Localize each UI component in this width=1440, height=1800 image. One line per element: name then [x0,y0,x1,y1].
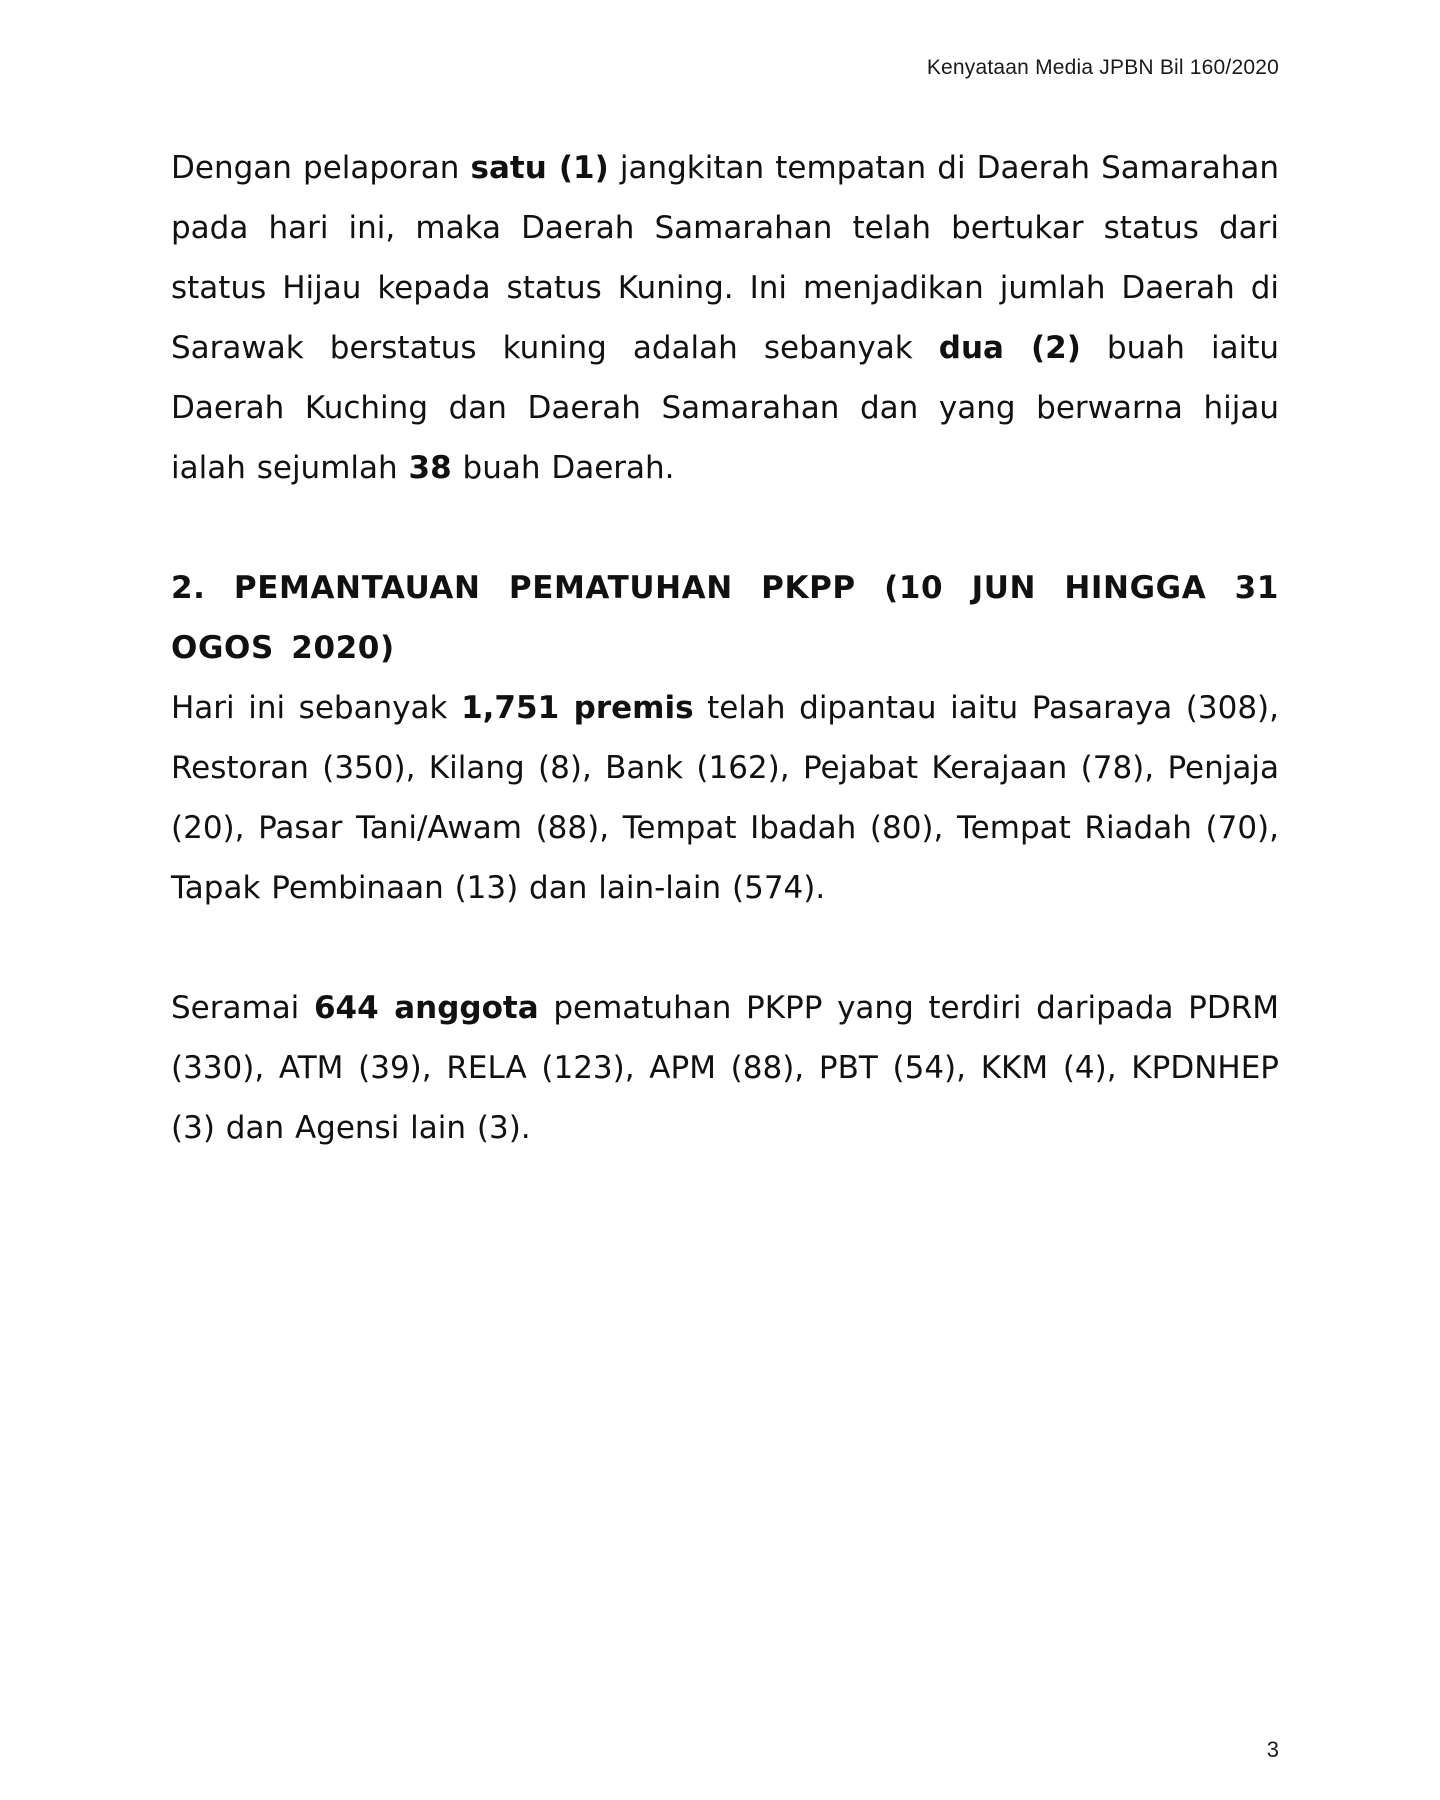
bold-count-yellow-districts: dua (2) [938,330,1081,366]
paragraph-text: telah dipantau iaitu Pasaraya (308), Restoran (350), Kilang (8), Bank (162), Pejabat Kerajaan (78), Penjaja (20), Pasar Tani/Awam (88), Tempat Ibadah (80), Tempat Riadah (70), Tapak Pembinaan (13) dan lain-lain (574). [171,690,1280,906]
bold-count-personnel: 644 anggota [313,990,539,1026]
paragraph-text: pematuhan PKPP yang terdiri daripada PDRM (330), ATM (39), RELA (123), APM (88), PBT (54), KKM (4), KPDNHEP (3) dan Agensi lain (3). [171,990,1280,1146]
paragraph-district-status [171,138,1279,498]
paragraph-text: buah Daerah. [451,450,675,486]
bold-count-green-districts: 38 [408,450,452,486]
paragraph-text: jangkitan tempatan di Daerah Samarahan pada hari ini, maka Daerah Samarahan telah bertukar status dari status Hijau kepada status Kuning. Ini menjadikan jumlah Daerah di Sarawak berstatus kuning adalah sebanyak [171,150,1279,366]
document-reference-header: Kenyataan Media JPBN Bil 160/2020 [926,56,1279,79]
bold-count-premises: 1,751 premis [461,690,694,726]
page-number: 3 [1266,1737,1279,1762]
paragraph-premises-monitored [171,678,1279,918]
paragraph-text: Seramai [171,990,314,1026]
bold-count-local-infection: satu (1) [470,150,609,186]
document-body [171,138,1279,1158]
section-heading: 2. PEMANTAUAN PEMATUHAN PKPP (10 JUN HINGGA 31 OGOS 2020) [171,570,1279,666]
paragraph-text: Dengan pelaporan [171,150,471,186]
paragraph-spacer [171,498,1279,558]
paragraph-spacer [171,918,1279,978]
paragraph-compliance-personnel [171,978,1279,1158]
paragraph-text: buah iaitu Daerah Kuching dan Daerah Samarahan dan yang berwarna hijau ialah sejumlah [171,330,1279,486]
paragraph-text: Hari ini sebanyak [171,690,462,726]
